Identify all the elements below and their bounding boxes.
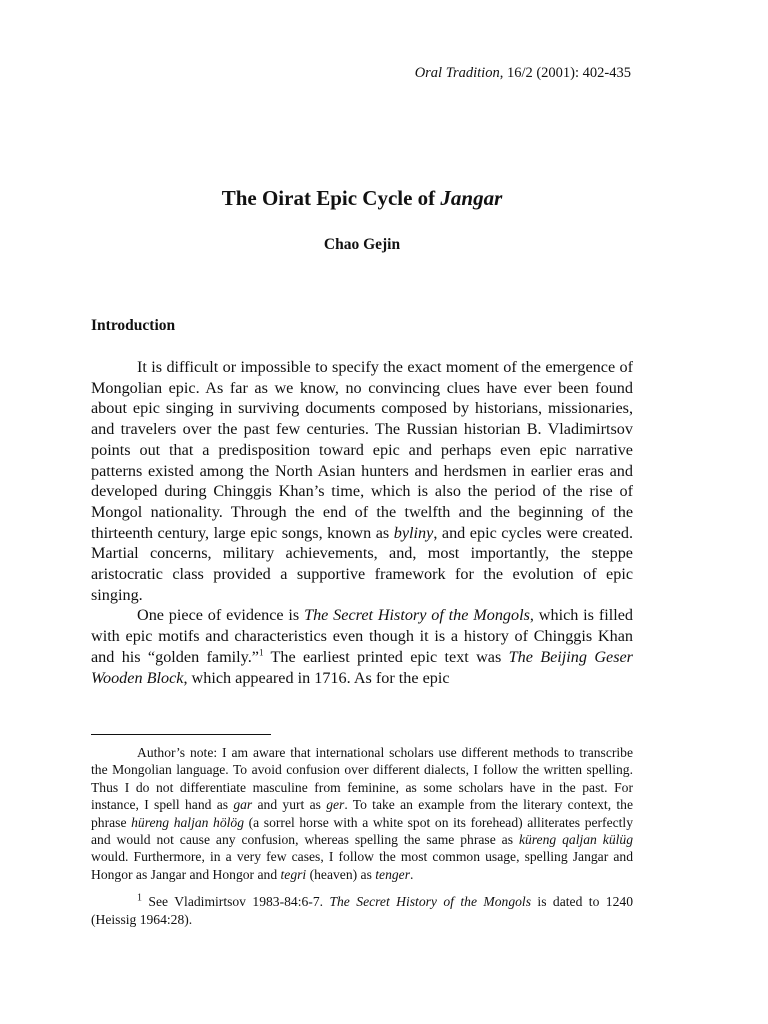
footnote-reference[interactable]: 1: [258, 647, 264, 658]
paragraph-2-text: One piece of evidence is: [137, 606, 305, 625]
article-title: [0, 186, 724, 211]
note-text-4: (a sorrel horse with a white spot on its forehead) alliterates perfectly and would not cause any confusion, whereas spelling the same phrase as: [91, 814, 633, 848]
journal-name: Oral Tradition: [414, 65, 500, 81]
note-italic-6: tenger: [375, 866, 411, 882]
footnote-1-italic: The Secret History of the Mongols: [329, 894, 531, 910]
citation-details: , 16/2 (2001): 402-435: [499, 65, 631, 81]
title-italic: Jangar: [440, 186, 503, 210]
paragraph-1: [91, 357, 633, 605]
paragraph-1-italic: byliny: [393, 523, 434, 542]
note-text-1: Author’s note: I am aware that international scholars use different methods to transcribe the Mongolian language. To avoid confusion over different dialects, I follow the written spelling. Thus I do not differentiate masculine from feminine, as some scholars have in the past. For instance, I spell hand as: [91, 745, 633, 813]
title-main: The Oirat Epic Cycle of: [221, 186, 441, 210]
note-italic-5: tegri: [280, 866, 307, 882]
footnote-1: [91, 893, 633, 928]
section-heading: Introduction: [91, 317, 176, 334]
note-text-2: and yurt as: [252, 797, 327, 813]
note-italic-1: gar: [233, 797, 253, 813]
article-author: Chao Gejin: [323, 236, 401, 253]
paragraph-2-italic-title: The Secret History of the Mongols: [304, 606, 530, 625]
paragraph-1-text-end: , and epic cycles were created. Martial concerns, military achievements, and, most importantly, the steppe aristocratic class provided a supportive framework for the evolution of epic singing.: [91, 523, 634, 604]
paragraph-1-text: It is difficult or impossible to specify the exact moment of the emergence of Mongolian epic. As far as we know, no convincing clues have ever been found about epic singing in surviving documents composed by historians, missionaries, and travelers over the past few centuries. The Russian historian B. Vladimirtsov points out that a predisposition toward epic and perhaps even epic narrative patterns existed among the North Asian hunters and herdsmen in earlier eras and developed during Chinggis Khan’s time, which is also the period of the rise of Mongol nationality. Through the end of the twelfth and the beginning of the thirteenth century, large epic songs, known as: [91, 358, 633, 542]
body-text: [91, 357, 633, 688]
authors-note: [91, 744, 633, 883]
note-text-5: would. Furthermore, in a very few cases, I follow the most common usage, spelling Jangar and Hongor as Jangar and Hongor and: [91, 849, 633, 882]
note-text-7: .: [410, 866, 414, 882]
note-italic-2: ger: [326, 797, 345, 813]
journal-citation: [415, 65, 631, 82]
footnote-1-text: See Vladimirtsov 1983-84:6-7.: [142, 894, 330, 910]
paragraph-2-text-mid: , which is filled with epic motifs and characteristics even though it is a history of Chinggis Khan and his “golden family.”: [91, 606, 633, 666]
note-italic-4: küreng qaljan külüg: [518, 832, 633, 848]
paragraph-2: [91, 605, 633, 688]
paragraph-2-text-end: , which appeared in 1716. As for the epic: [183, 668, 450, 687]
note-text-3: . To take an example from the literary context, the phrase: [91, 797, 633, 830]
footnote-1-marker: 1: [137, 892, 142, 904]
paragraph-2-text-mid2: The earliest printed epic text was: [263, 647, 509, 666]
note-text-6: (heaven) as: [306, 866, 376, 882]
footnote-1-text-end: is dated to 1240 (Heissig 1964:28).: [91, 894, 633, 927]
note-italic-3: hüreng haljan hölög: [131, 814, 245, 830]
footnote-divider: [91, 734, 271, 735]
paragraph-2-italic-title-2: The Beijing Geser Wooden Block: [91, 647, 633, 687]
footnotes: [91, 744, 633, 928]
